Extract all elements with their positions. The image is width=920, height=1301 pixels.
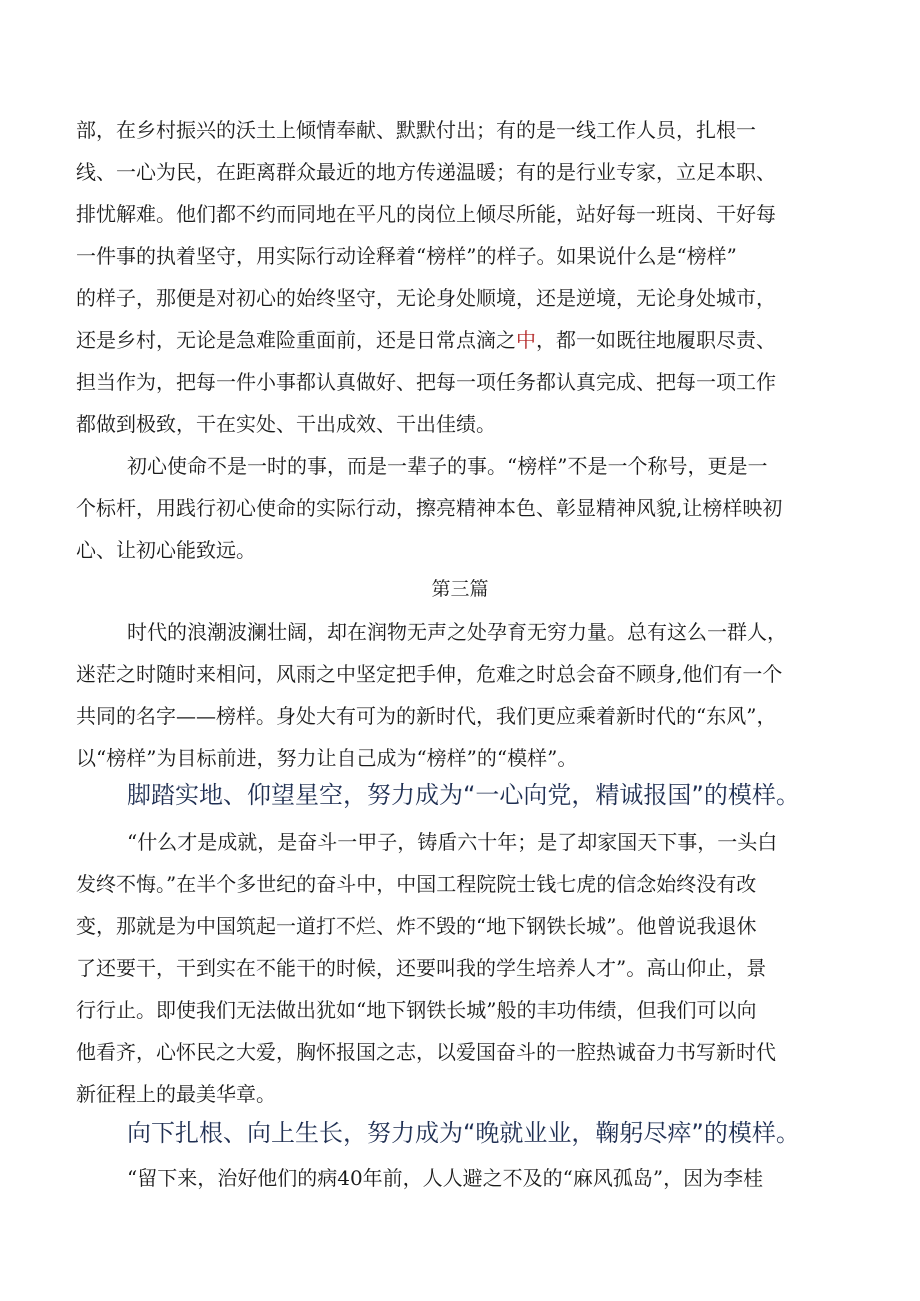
text-line: 线、一心为民，在距离群众最近的地方传递温暖；有的是行业专家，立足本职、 [76, 160, 776, 184]
text-line: 的样子，那便是对初心的始终坚守，无论身处顺境，还是逆境，无论身处城市， [76, 286, 776, 310]
section-heading: 脚踏实地、仰望星空，努力成为“一心向党，精诚报国”的模样。 [127, 781, 800, 809]
text-line: 迷茫之时随时来相问，风雨之中坚定把手伸，危难之时总会奋不顾身,他们有一个 [76, 662, 783, 686]
text-line: 发终不悔。”在半个多世纪的奋斗中，中国工程院院士钱七虎的信念始终没有改 [76, 872, 757, 896]
text-line: 担当作为，把每一件小事都认真做好、把每一项任务都认真完成、把每一项工作 [76, 370, 776, 394]
text-line: 新征程上的最美华章。 [76, 1082, 276, 1106]
section-title: 第三篇 [431, 578, 489, 600]
text-line: 他看齐，心怀民之大爱，胸怀报国之志，以爱国奋斗的一腔热诚奋力书写新时代 [76, 1040, 776, 1064]
text-line: 排忧解难。他们都不约而同地在平凡的岗位上倾尽所能，站好每一班岗、干好每 [76, 202, 776, 226]
text-line: 个标杆，用践行初心使命的实际行动，擦亮精神本色、彰显精神风貌,让榜样映初 [76, 496, 783, 520]
text-line: 以“榜样”为目标前进，努力让自己成为“榜样”的“模样”。 [76, 746, 578, 770]
text-line: “什么才是成就，是奋斗一甲子，铸盾六十年；是了却家国天下事，一头白 [127, 830, 778, 854]
section-heading: 向下扎根、向上生长，努力成为“晚就业业，鞠躬尽瘁”的模样。 [127, 1119, 800, 1147]
text-line: 部，在乡村振兴的沃土上倾情奉献、默默付出；有的是一线工作人员，扎根一 [76, 118, 756, 142]
text-line: 行行止。即使我们无法做出犹如“地下钢铁长城”般的丰功伟绩，但我们可以向 [76, 998, 757, 1022]
highlighted-character: 中 [516, 328, 536, 352]
text-span: ，都一如既往地履职尽责、 [536, 328, 776, 352]
text-span: 还是乡村，无论是急难险重面前，还是日常点滴之 [76, 328, 516, 352]
text-line: 一件事的执着坚守，用实际行动诠释着“榜样”的样子。如果说什么是“榜样” [76, 244, 737, 268]
text-line: 了还要干，干到实在不能干的时候，还要叫我的学生培养人才”。高山仰止，景 [76, 956, 767, 980]
text-line: 时代的浪潮波澜壮阔，却在润物无声之处孕育无穷力量。总有这么一群人， [127, 620, 787, 644]
text-line [76, 327, 776, 353]
text-line: 共同的名字——榜样。身处大有可为的新时代，我们更应乘着新时代的“东风”， [76, 704, 777, 728]
text-line: 心、让初心能致远。 [76, 538, 256, 562]
text-line: 都做到极致，干在实处、干出成效、干出佳绩。 [76, 412, 496, 436]
text-line: “留下来，治好他们的病40年前，人人避之不及的“麻风孤岛”，因为李桂 [127, 1166, 764, 1190]
text-line: 变，那就是为中国筑起一道打不烂、炸不毁的“地下钢铁长城”。他曾说我退休 [76, 914, 757, 938]
text-line: 初心使命不是一时的事，而是一辈子的事。“榜样”不是一个称号，更是一 [127, 454, 768, 478]
